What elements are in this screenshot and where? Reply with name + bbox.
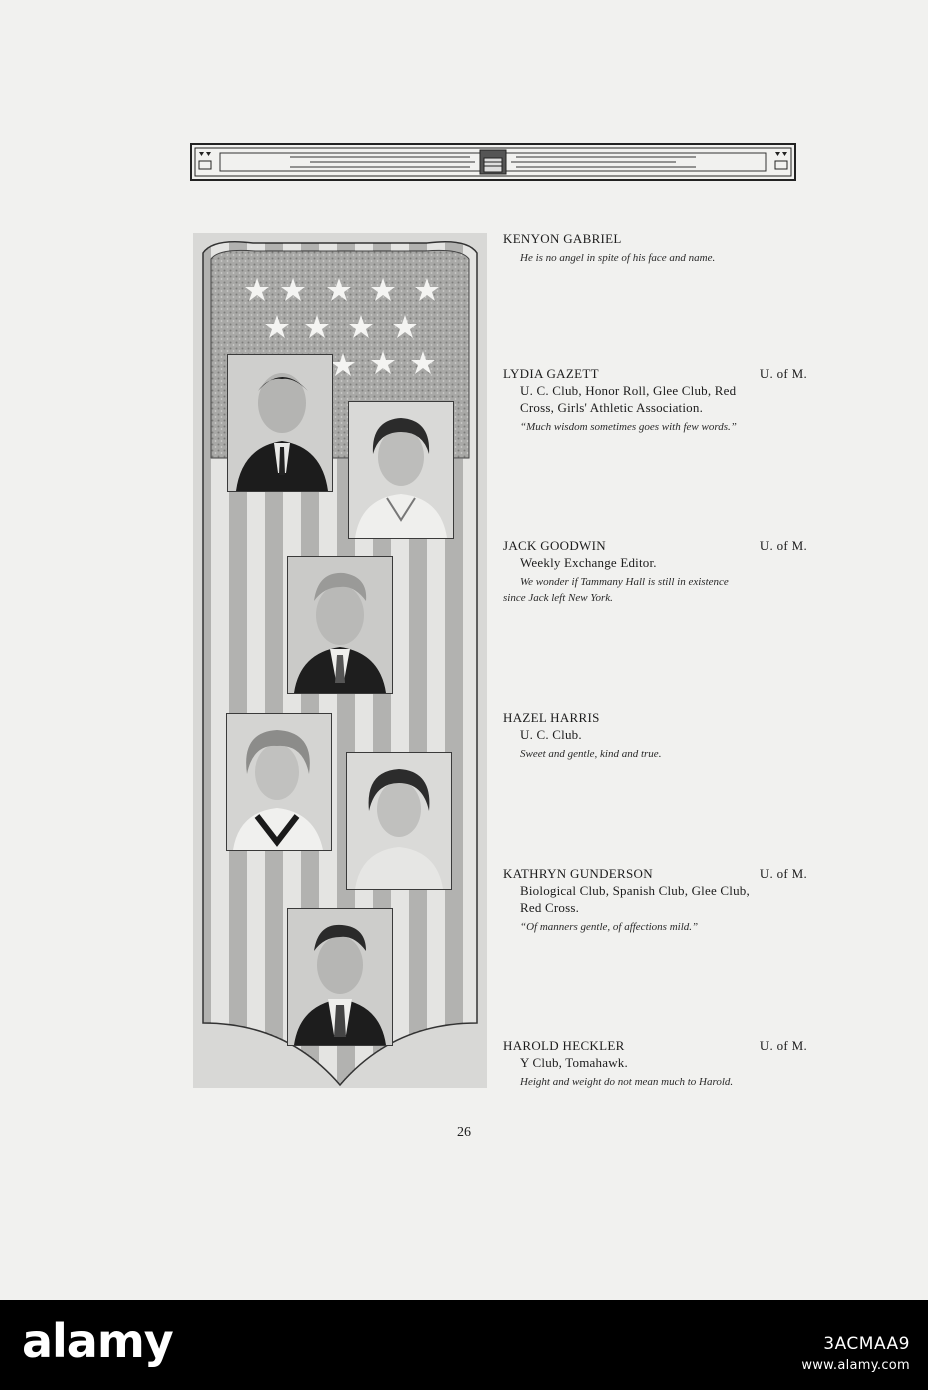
header-ornament	[190, 143, 796, 181]
activities-line: Weekly Exchange Editor.	[520, 555, 657, 570]
shield-panel	[193, 233, 487, 1088]
activities-line: Cross, Girls' Athletic Association.	[520, 400, 704, 415]
student-name: HAZEL HARRIS	[503, 710, 600, 725]
student-quote: “Much wisdom sometimes goes with few words.”	[520, 421, 737, 433]
portrait-kathryn-gunderson	[346, 752, 452, 890]
student-quote: We wonder if Tammany Hall is still in existence	[520, 576, 729, 588]
page-number: 26	[457, 1125, 471, 1140]
entry-hazel-harris	[503, 709, 807, 762]
activities-line: U. C. Club.	[520, 727, 582, 742]
college-label: U. of M.	[759, 366, 807, 381]
portrait-harold-heckler	[287, 908, 393, 1046]
activities-line: Red Cross.	[520, 900, 580, 915]
watermark-site: www.alamy.com	[801, 1358, 910, 1373]
student-name: KATHRYN GUNDERSON	[503, 866, 653, 881]
watermark-logo: alamy	[22, 1314, 173, 1368]
portrait-lydia-gazett	[348, 401, 454, 539]
student-quote: Height and weight do not mean much to Harold.	[520, 1076, 734, 1088]
watermark-image-id: 3ACMAA9	[823, 1334, 910, 1354]
portrait-jack-goodwin	[287, 556, 393, 694]
portrait-kenyon-gabriel	[227, 354, 333, 492]
entry-kathryn-gunderson	[503, 865, 807, 935]
activities-line: U. C. Club, Honor Roll, Glee Club, Red	[520, 383, 737, 398]
entry-lydia-gazett	[503, 365, 807, 435]
college-label: U. of M.	[759, 538, 807, 553]
college-label: U. of M.	[759, 866, 807, 881]
entry-kenyon-gabriel	[503, 230, 807, 266]
student-name: HAROLD HECKLER	[503, 1038, 625, 1053]
student-name: KENYON GABRIEL	[503, 231, 622, 246]
activities-line: Biological Club, Spanish Club, Glee Club,	[520, 883, 750, 898]
student-quote: Sweet and gentle, kind and true.	[520, 748, 662, 760]
student-name: JACK GOODWIN	[503, 538, 606, 553]
entry-jack-goodwin	[503, 537, 807, 606]
entry-harold-heckler	[503, 1037, 807, 1090]
student-quote: He is no angel in spite of his face and name.	[520, 252, 716, 264]
portrait-hazel-harris	[226, 713, 332, 851]
college-label: U. of M.	[759, 1038, 807, 1053]
student-name: LYDIA GAZETT	[503, 366, 599, 381]
activities-line: Y Club, Tomahawk.	[520, 1055, 628, 1070]
student-quote: “Of manners gentle, of affections mild.”	[520, 921, 699, 933]
watermark-bar	[0, 1300, 928, 1390]
student-quote-continued: since Jack left New York.	[503, 592, 613, 604]
